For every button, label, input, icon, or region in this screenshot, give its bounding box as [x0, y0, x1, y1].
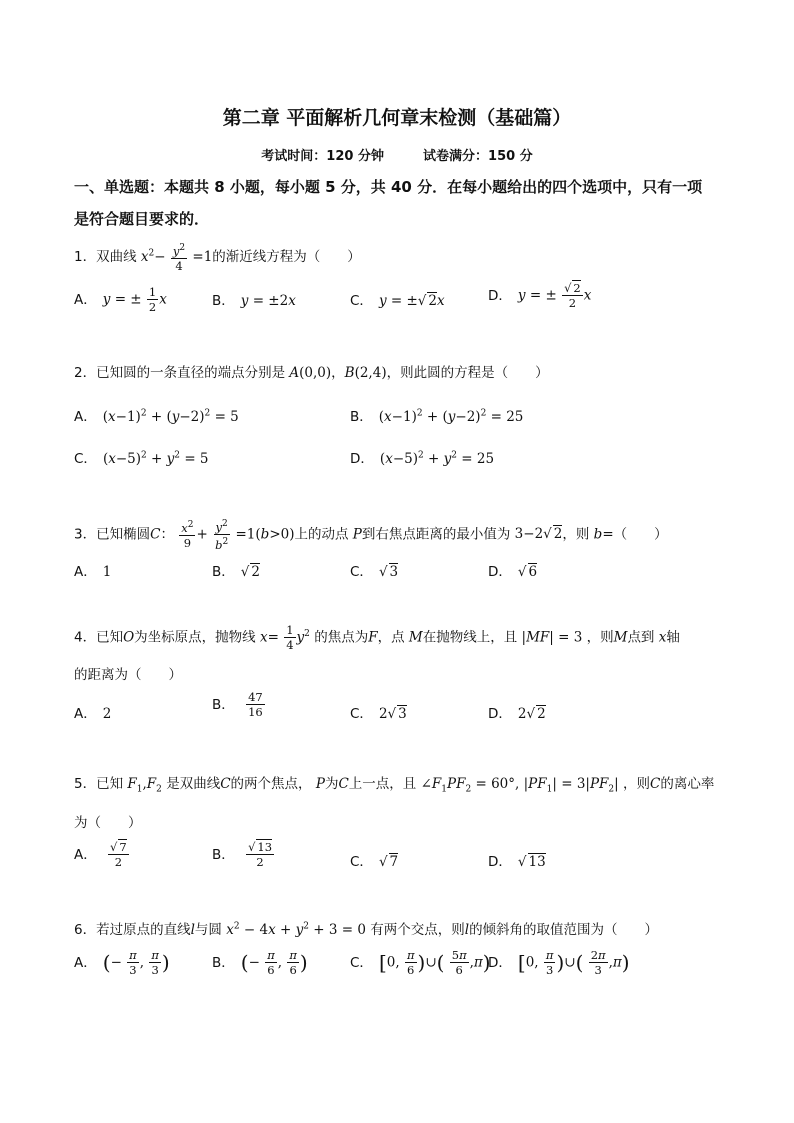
question-3-option-a[interactable]: A． 1	[74, 564, 112, 580]
question-4-option-c[interactable]: C． 2√ 3	[350, 706, 407, 722]
question-1-option-a[interactable]: A． y = ± $\frac{1}{2}$ x	[74, 285, 167, 314]
question-3-stem: 3．已知椭圆C： $\frac{x^2}{9}$ + $\frac{y^2}{b^2}$ =1(b>0)上的动点 P到右焦点距离的最小值为 3−2√ 2，则 b=（ ）	[74, 519, 668, 552]
question-6-option-b[interactable]: B． (− $\frac{\pi}{6}$ , $\frac{\pi}{6}$ )	[212, 948, 308, 977]
question-2-option-c[interactable]: C． $(x-5)^2 + y^2 = 5$	[74, 450, 209, 467]
question-6-stem: 6．若过原点的直线l与圆 $x^2 - 4x + y^2 + 3 = 0$ 有两个交点，则l的倾斜角的取值范围为（ ）	[74, 921, 659, 938]
question-4-stem-line2: 的距离为（ ）	[74, 667, 182, 683]
question-5-stem-line2: 为（ ）	[74, 815, 142, 831]
question-2-option-a[interactable]: A． $(x-1)^2 + (y-2)^2 = 5$	[74, 408, 239, 425]
question-1-option-d[interactable]: D． y = ± $\frac{√ 2}{2}$ x	[488, 281, 592, 310]
question-1-option-c[interactable]: C． y = ±√ 2x	[350, 293, 445, 309]
question-5-option-b[interactable]: B． $\frac{√ 13}{2}$	[212, 840, 273, 869]
question-1-option-b[interactable]: B． y = ±2x	[212, 293, 296, 309]
section-heading-line1: 一、单选题：本题共 8 小题，每小题 5 分，共 40 分．在每小题给出的四个选项中，只有一项	[74, 178, 703, 196]
exam-time: 考试时间：120 分钟	[261, 149, 384, 164]
section-heading-line2: 是符合题目要求的．	[74, 210, 210, 228]
question-3-option-c[interactable]: C． √ 3	[350, 564, 399, 580]
question-5-option-d[interactable]: D． √ 13	[488, 854, 546, 870]
question-2-option-b[interactable]: B． $(x-1)^2 + (y-2)^2 = 25$	[350, 408, 524, 425]
exam-info	[0, 145, 794, 164]
question-6-option-c[interactable]: C． [0, $\frac{\pi}{6}$ )∪( $\frac{5\pi}{6}$ ,π)	[350, 948, 491, 977]
question-3-option-b[interactable]: B． √ 2	[212, 564, 260, 580]
question-4-option-b[interactable]: B． $\frac{47}{16}$	[212, 690, 263, 719]
page-title: 第二章 平面解析几何章末检测（基础篇）	[222, 107, 572, 129]
question-5-option-c[interactable]: C． √ 7	[350, 854, 399, 870]
question-5-stem-line1: 5．已知 $F_1,F_2$ 是双曲线C的两个焦点， P为C上一点，且 $\angle F_1PF_2 = 60^\circ$, $|PF_1| = 3|PF_2|$ ，则C的离心率	[74, 776, 715, 795]
question-4-stem-line1: 4．已知O为坐标原点，抛物线 x= $\frac{1}{4}$ $y^2$ 的焦点为F，点 M在抛物线上，且 |MF| = 3 ，则M点到 x轴	[74, 623, 680, 652]
question-2-option-d[interactable]: D． $(x-5)^2 + y^2 = 25$	[350, 450, 495, 467]
question-6-option-d[interactable]: D． [0, $\frac{\pi}{3}$ )∪( $\frac{2\pi}{3}$ ,π)	[488, 948, 630, 977]
question-3-option-d[interactable]: D． √ 6	[488, 564, 538, 580]
question-1-stem: 1．双曲线 $x^2-$ $\frac{y^2}{4}$ =1的渐近线方程为（ ）	[74, 243, 361, 273]
question-6-option-a[interactable]: A． (− $\frac{\pi}{3}$ , $\frac{\pi}{3}$ )	[74, 948, 170, 977]
question-2-stem: 2．已知圆的一条直径的端点分别是 A(0,0)，B(2,4)，则此圆的方程是（ ）	[74, 365, 549, 381]
full-score: 试卷满分：150 分	[423, 149, 533, 164]
question-5-option-a[interactable]: A． $\frac{√ 7}{2}$	[74, 840, 127, 869]
question-4-option-d[interactable]: D． 2√ 2	[488, 706, 546, 722]
question-4-option-a[interactable]: A． 2	[74, 706, 112, 722]
